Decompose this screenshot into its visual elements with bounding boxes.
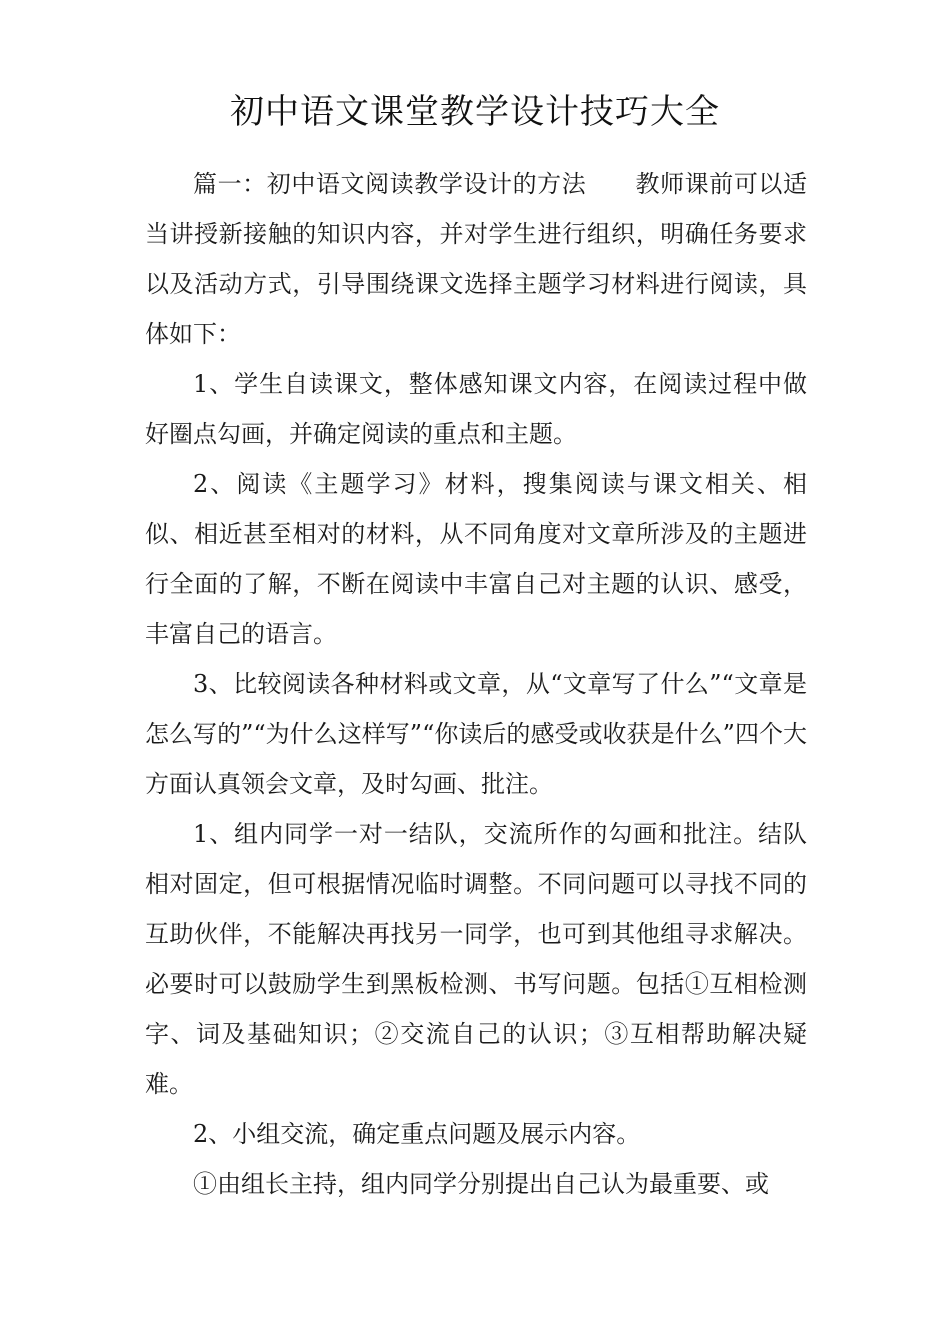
paragraph-group-leader: ①由组长主持，组内同学分别提出自己认为最重要、或: [193, 1170, 769, 1198]
paragraph-step-3: 3、比较阅读各种材料或文章，从“文章写了什么”“文章是怎么写的”“为什么这样写”“你读后的感受或收获是什么”四个大方面认真领会文章，及时勾画、批注。: [145, 670, 807, 798]
paragraph-group-exchange: 2、小组交流，确定重点问题及展示内容。: [193, 1120, 641, 1148]
paragraph-step-1: 1、学生自读课文，整体感知课文内容，在阅读过程中做好圈点勾画，并确定阅读的重点和主题。: [145, 370, 807, 448]
paragraph-step-2: 2、阅读《主题学习》材料，搜集阅读与课文相关、相似、相近甚至相对的材料，从不同角度对文章所涉及的主题进行全面的了解，不断在阅读中丰富自己对主题的认识、感受，丰富自己的语言。: [145, 470, 807, 648]
document-title: 初中语文课堂教学设计技巧大全: [230, 92, 720, 132]
paragraph-pair-exchange: 1、组内同学一对一结队，交流所作的勾画和批注。结队相对固定，但可根据情况临时调整。不同问题可以寻找不同的互助伙伴，不能解决再找另一同学，也可到其他组寻求解决。必要时可以鼓励学生到黑板检测、书写问题。包括①互相检测字、词及基础知识；②交流自己的认识；③互相帮助解决疑难。: [145, 820, 807, 1098]
document-body: [145, 159, 807, 1209]
paragraph-intro: 篇一：初中语文阅读教学设计的方法 教师课前可以适当讲授新接触的知识内容，并对学生进行组织，明确任务要求以及活动方式，引导围绕课文选择主题学习材料进行阅读，具体如下：: [145, 170, 807, 348]
